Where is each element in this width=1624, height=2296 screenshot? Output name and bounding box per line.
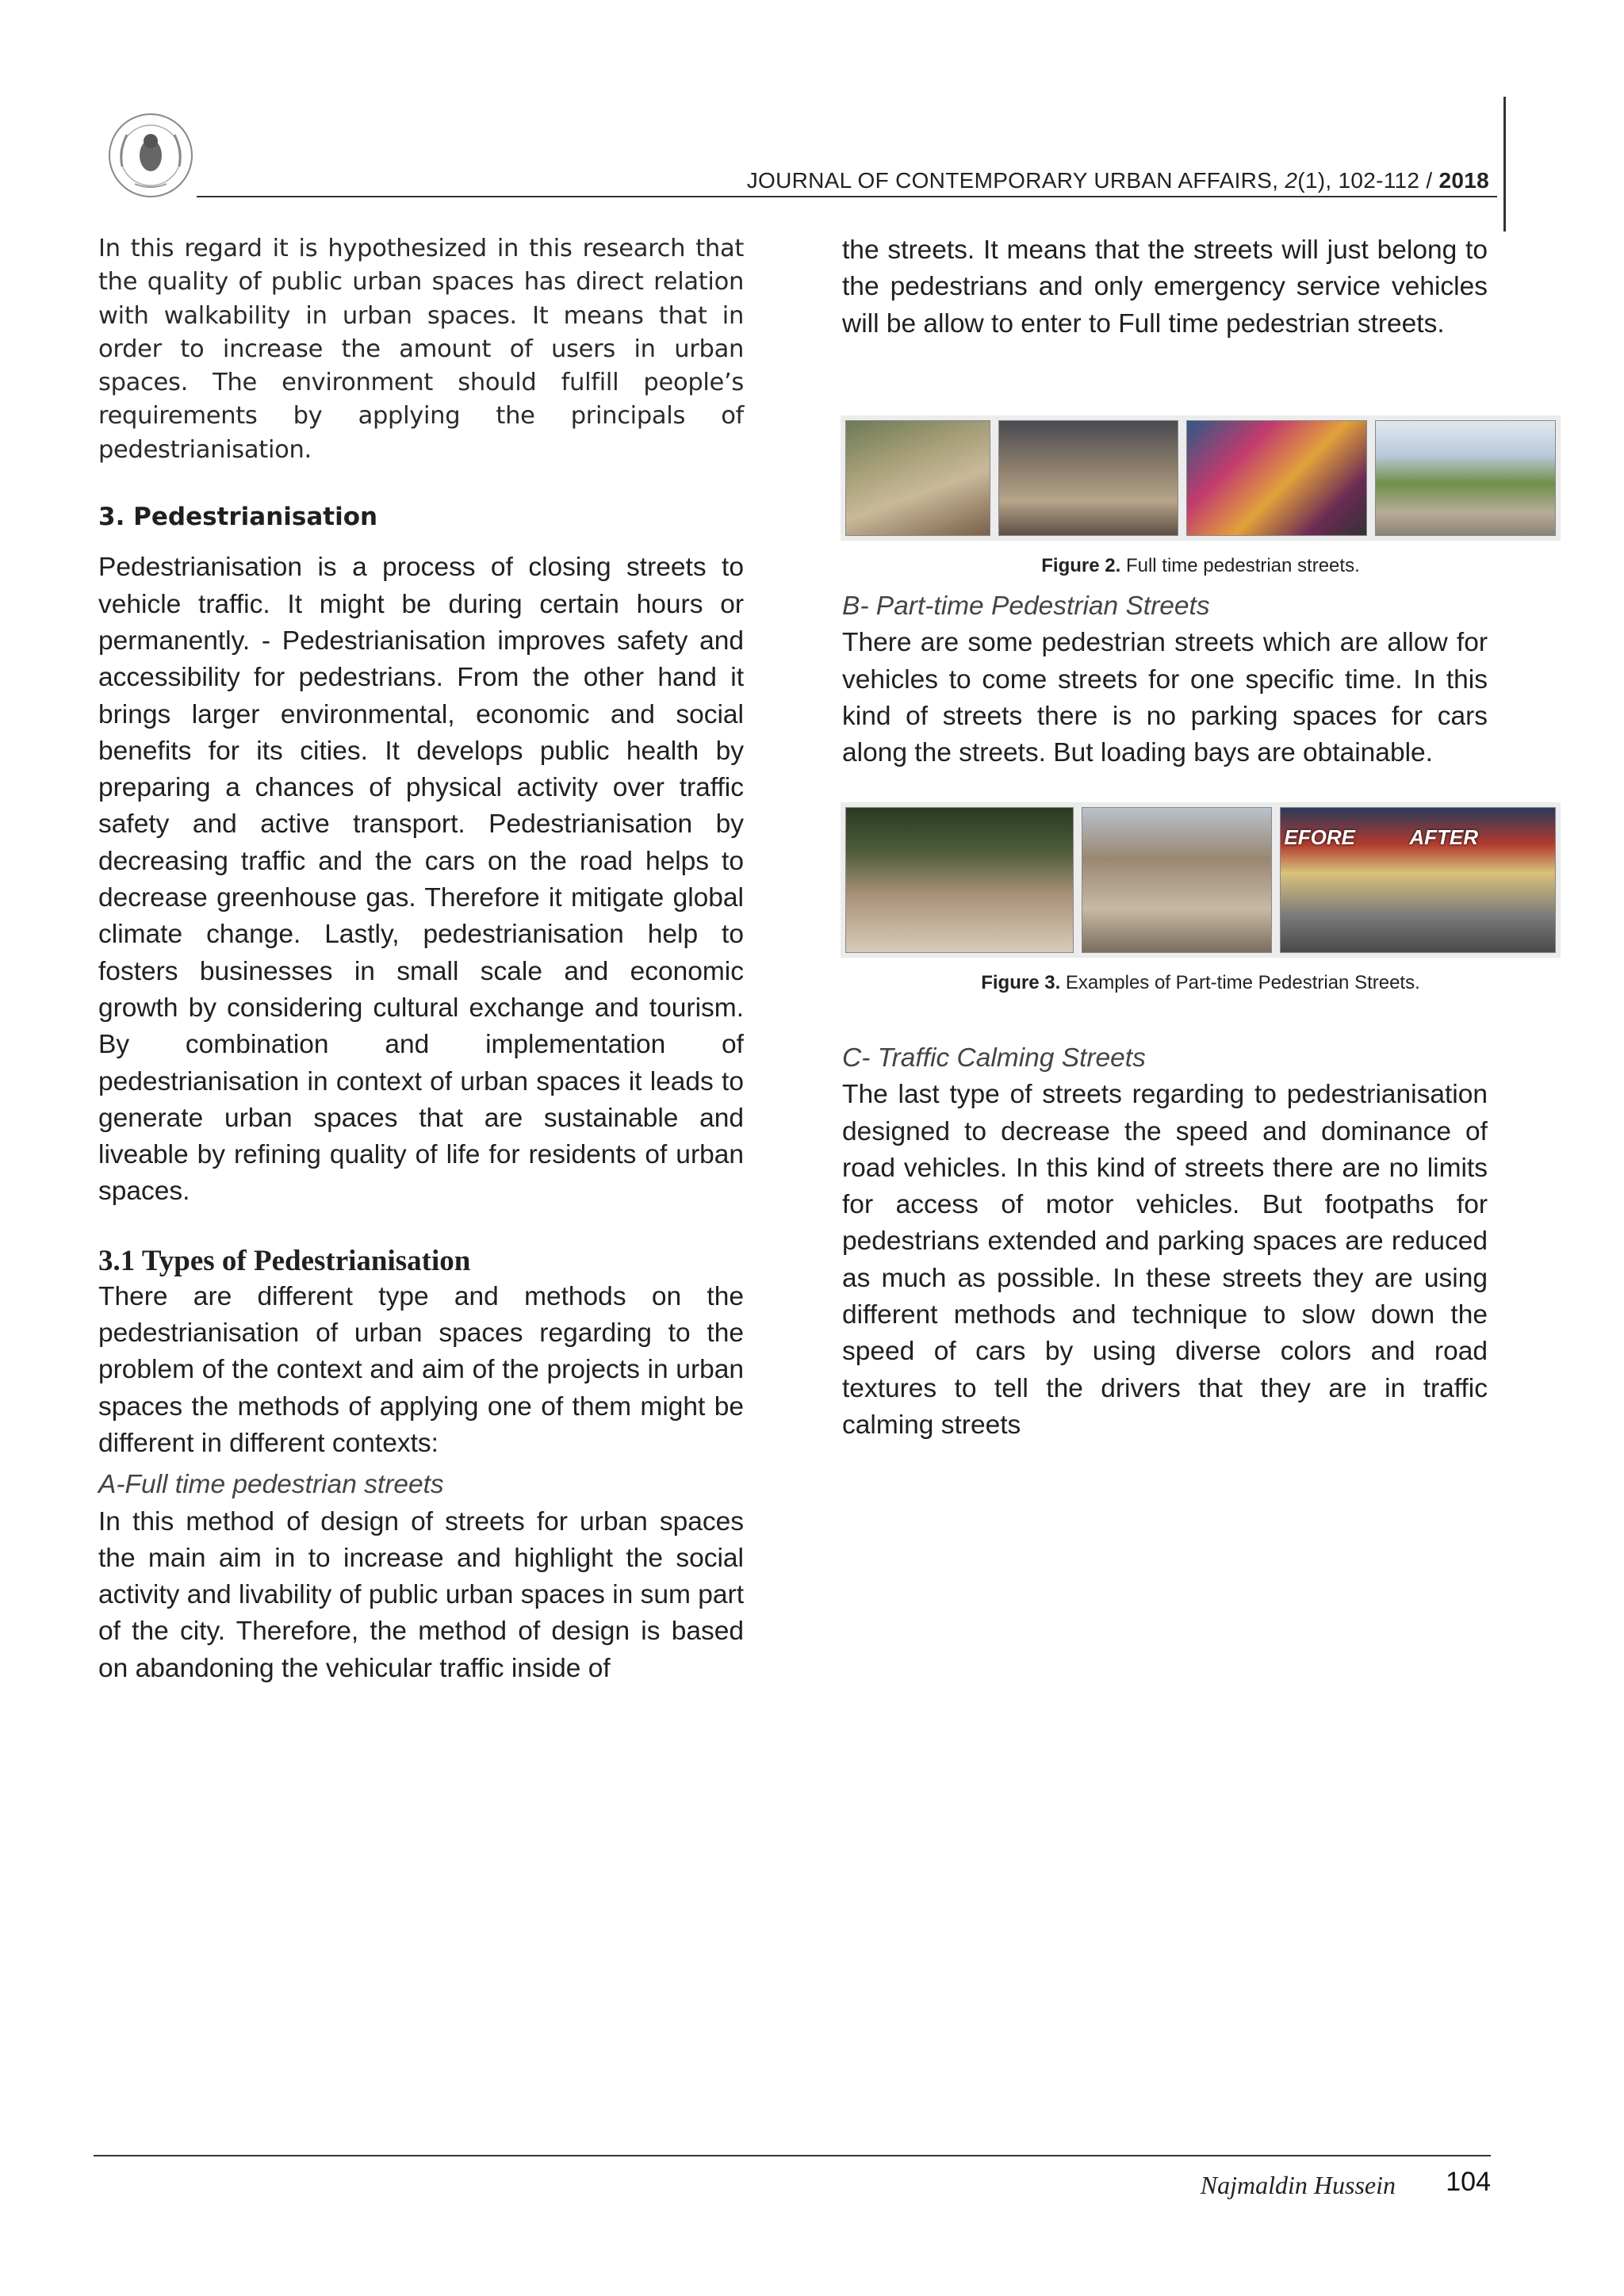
figure-2-photo-1 xyxy=(845,420,990,536)
type-b-paragraph: There are some pedestrian streets which are allow for vehicles to come streets for one specific time. In this kind of streets there is no parking spaces for cars along the streets. But loading bays are obtainable. xyxy=(842,628,1488,768)
figure-3-photo-3 xyxy=(1280,807,1556,953)
figure-2-label: Figure 2. xyxy=(1041,555,1121,576)
figure-2-caption-text: Full time pedestrian streets. xyxy=(1120,555,1360,576)
figure-2-images xyxy=(841,415,1561,541)
figure-2-photo-2 xyxy=(998,420,1179,536)
type-a-heading: A-Full time pedestrian streets xyxy=(98,1470,444,1500)
subsection-heading: 3.1 Types of Pedestrianisation xyxy=(98,1244,471,1277)
figure-3-photo-2 xyxy=(1082,807,1272,953)
left-column xyxy=(98,232,744,1687)
section-heading: 3. Pedestrianisation xyxy=(98,503,378,532)
figure-2-photo-4 xyxy=(1375,420,1556,536)
running-head xyxy=(476,168,1489,193)
intro-paragraph: In this regard it is hypothesized in this research that the quality of public urban spaces has direct relation with walkability in urban spaces. It means that in order to increase the amount of users in urban spaces. The environment should fulfill people’s requirements by applying the principals of pedestrianisation. xyxy=(98,235,744,464)
type-b-block xyxy=(842,584,1488,771)
type-a-paragraph: In this method of design of streets for urban spaces the main aim in to increase and highlight the social activity and livability of public urban spaces in sum part of the city. Therefore, the method of design is based on abandoning the vehicular traffic inside of xyxy=(98,1506,744,1683)
type-b-heading: B- Part-time Pedestrian Streets xyxy=(842,591,1210,621)
figure-3-caption xyxy=(841,972,1561,994)
figure-2-caption xyxy=(841,555,1561,577)
subsection-paragraph: There are different type and methods on the pedestrianisation of urban spaces regarding to the problem of the context and aim of the projects in urban spaces the methods of applying one of them might be different in different contexts: xyxy=(98,1281,744,1458)
figure-3-label: Figure 3. xyxy=(981,972,1061,993)
journal-seal-icon xyxy=(103,111,198,200)
figure-3-after-label: AFTER xyxy=(1409,825,1479,849)
page-number: 104 xyxy=(1446,2167,1491,2197)
section-paragraph: Pedestrianisation is a process of closing streets to vehicle traffic. It might be during certain hours or permanently. - Pedestrianisation improves safety and accessibility for pedestrians. From the other hand it brings larger environmental, economic and social benefits for its cities. It develops public health by preparing a chances of physical activity over traffic safety and active transport. Pedestrianisation by decreasing traffic and the cars on the road helps to decrease greenhouse gas. Therefore it mitigate global climate change. Lastly, pedestrianisation help to fosters businesses in small scale and economic growth by considering cultural exchange and tourism. By combination and implementation of pedestrianisation in context of urban spaces it leads to generate urban spaces that are sustainable and liveable by refining quality of life for residents of urban spaces. xyxy=(98,553,744,1207)
type-c-paragraph: The last type of streets regarding to pedestrianisation designed to decrease the speed and dominance of road vehicles. In this kind of streets there are no limits for access of motor vehicles. But footpaths for pedestrians extended and parking spaces are reduced as much as possible. In these streets they are using different methods and technique to slow down the speed of cars by using diverse colors and road textures to tell the drivers that they are in traffic calming streets xyxy=(842,1080,1488,1440)
figure-3-images xyxy=(841,802,1561,958)
journal-seal-logo xyxy=(103,111,198,200)
running-head-issue-pages: (1), 102-112 / xyxy=(1297,168,1439,193)
figure-3-photo-1 xyxy=(845,807,1074,953)
running-head-volume: 2 xyxy=(1285,168,1298,193)
figure-3-before-label: EFORE xyxy=(1284,825,1355,849)
continuation-paragraph: the streets. It means that the streets will just belong to the pedestrians and only emergency service vehicles will be allow to enter to Full time pedestrian streets. xyxy=(842,235,1488,339)
figure-3-caption-text: Examples of Part-time Pedestrian Streets. xyxy=(1060,972,1420,993)
type-c-heading: C- Traffic Calming Streets xyxy=(842,1043,1146,1073)
running-head-prefix: JOURNAL OF CONTEMPORARY URBAN AFFAIRS, xyxy=(746,168,1285,193)
header-vertical-rule xyxy=(1503,97,1506,232)
figure-2-photo-3 xyxy=(1186,420,1367,536)
type-c-block xyxy=(842,1035,1488,1444)
running-head-year: 2018 xyxy=(1438,168,1489,193)
footer-rule xyxy=(94,2155,1491,2156)
footer-author: Najmaldin Hussein xyxy=(1200,2171,1396,2199)
header-rule xyxy=(197,196,1497,197)
right-column-top xyxy=(842,232,1488,342)
